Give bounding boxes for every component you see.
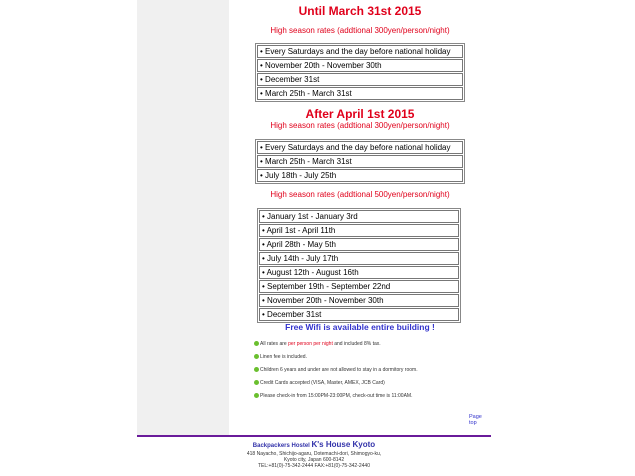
note-linen: Linen fee is included.: [254, 354, 307, 360]
date-range-text: April 28th - May 5th: [266, 240, 336, 249]
table-row: [257, 45, 463, 58]
bullet-icon: •: [262, 268, 265, 277]
date-range-text: November 20th - November 30th: [267, 296, 384, 305]
section1-table: [255, 43, 465, 102]
note-rates: All rates are per person per night and included 8% tax.: [254, 341, 381, 347]
bullet-icon: •: [262, 226, 265, 235]
page-top-link[interactable]: Page top: [469, 414, 482, 426]
date-range-text: December 31st: [265, 75, 320, 84]
date-range-text: November 20th - November 30th: [265, 61, 382, 70]
table-row: [257, 141, 463, 154]
bullet-icon: •: [262, 282, 265, 291]
table-row: [257, 169, 463, 182]
footer-hostel-name: Backpackers Hostel K's House Kyoto: [252, 440, 376, 449]
green-dot-icon: [254, 380, 259, 385]
section3-subtitle: High season rates (addtional 500yen/person/night): [270, 190, 450, 199]
left-gutter: [137, 0, 229, 435]
table-row: [259, 210, 459, 223]
section3-table: [257, 208, 461, 323]
footer-divider: [137, 435, 491, 437]
date-range-text: December 31st: [267, 310, 322, 319]
table-row: [257, 155, 463, 168]
green-dot-icon: [254, 367, 259, 372]
table-row: [257, 73, 463, 86]
note-children: Children 6 years and under are not allowed to stay in a dormitory room.: [254, 367, 418, 373]
table-row: [257, 87, 463, 100]
bullet-icon: •: [260, 75, 263, 84]
date-range-text: July 18th - July 25th: [265, 171, 337, 180]
bullet-icon: •: [262, 296, 265, 305]
table-row: [259, 280, 459, 293]
date-range-text: January 1st - January 3rd: [267, 212, 358, 221]
bullet-icon: •: [260, 61, 263, 70]
section1-title: Until March 31st 2015: [298, 4, 422, 18]
date-range-text: August 12th - August 16th: [266, 268, 359, 277]
wifi-notice: Free Wifi is available entire building !: [285, 322, 435, 332]
date-range-text: March 25th - March 31st: [265, 157, 352, 166]
date-range-text: April 1st - April 11th: [266, 226, 336, 235]
bullet-icon: •: [260, 47, 263, 56]
section1-subtitle: High season rates (addtional 300yen/person/night): [270, 26, 450, 35]
bullet-icon: •: [260, 143, 263, 152]
footer-phone: TEL:+81(0)-75-342-2444 FAX:+81(0)-75-342-2440: [257, 463, 370, 469]
bullet-icon: •: [260, 157, 263, 166]
table-row: [259, 266, 459, 279]
table-row: [259, 224, 459, 237]
bullet-icon: •: [260, 171, 263, 180]
bullet-icon: •: [262, 212, 265, 221]
bullet-icon: •: [262, 310, 265, 319]
date-range-text: March 25th - March 31st: [265, 89, 352, 98]
green-dot-icon: [254, 354, 259, 359]
bullet-icon: •: [262, 254, 265, 263]
table-row: [259, 238, 459, 251]
date-range-text: Every Saturdays and the day before national holiday: [265, 143, 451, 152]
bullet-icon: •: [260, 89, 263, 98]
date-range-text: Every Saturdays and the day before national holiday: [265, 47, 451, 56]
table-row: [259, 308, 459, 321]
section2-title: After April 1st 2015: [305, 107, 415, 121]
footer-address-line1: 418 Nayacho, Shichijo-agaru, Dotemachi-dori, Shimogyo-ku,: [246, 451, 382, 457]
section2-subtitle: High season rates (addtional 300yen/person/night): [270, 121, 450, 130]
note-checkin: Please check-in from 15:00PM-23:00PM, check-out time is 11:00AM.: [254, 393, 412, 399]
note-credit-cards: Credit Cards accepted (VISA, Master, AMEX, JCB Card): [254, 380, 385, 386]
green-dot-icon: [254, 393, 259, 398]
footer-address-line2: Kyoto city, Japan 600-8142: [283, 457, 345, 463]
date-range-text: September 19th - September 22nd: [267, 282, 391, 291]
table-row: [259, 294, 459, 307]
table-row: [257, 59, 463, 72]
green-dot-icon: [254, 341, 259, 346]
footer: [137, 440, 491, 469]
section2-table: [255, 139, 465, 184]
bullet-icon: •: [262, 240, 265, 249]
date-range-text: July 14th - July 17th: [267, 254, 339, 263]
table-row: [259, 252, 459, 265]
